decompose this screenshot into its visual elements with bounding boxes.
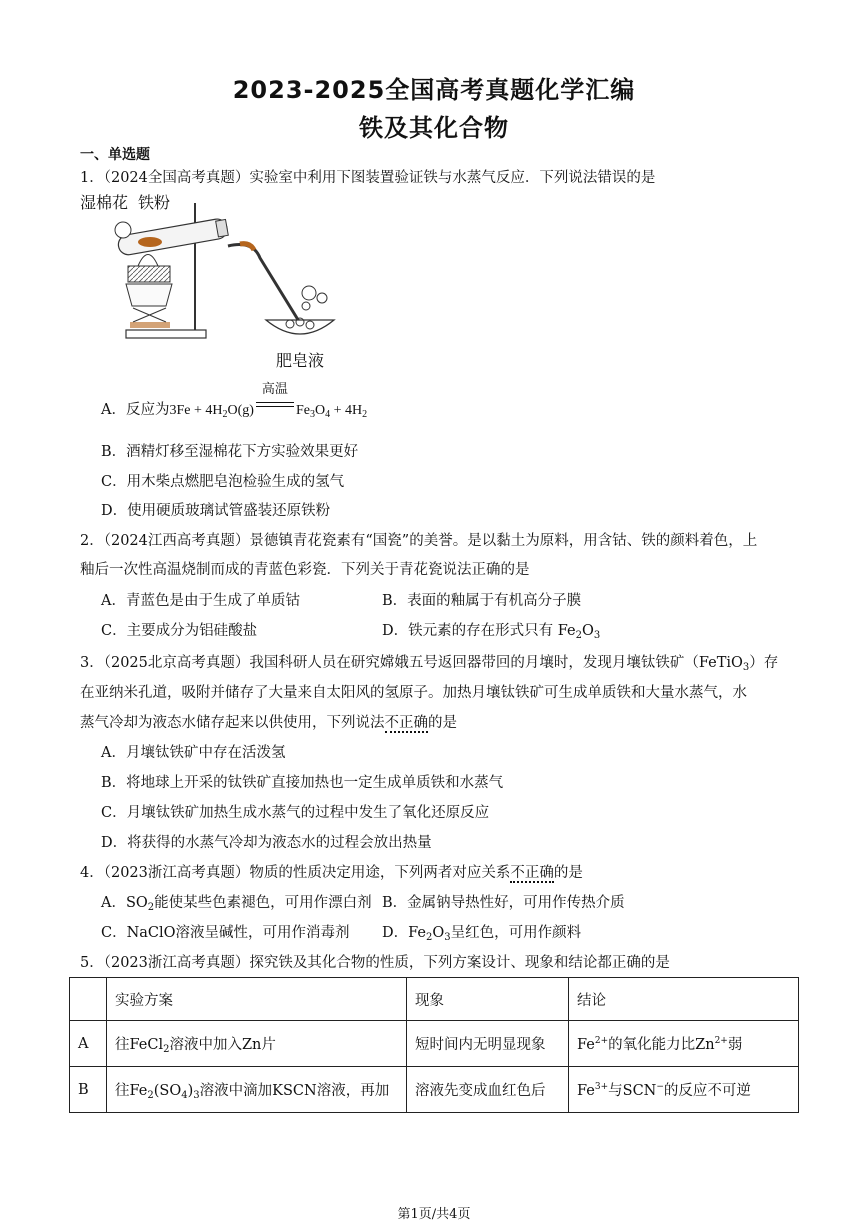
q1-option-a[interactable]: A．反应为$3Fe + 4H_2O(g)$ 高温 $Fe_3O_4 + 4H_2$: [101, 381, 368, 420]
delivery-tube: [228, 245, 300, 324]
header-cell: 实验方案: [107, 978, 407, 1021]
label-wet-cotton: 湿棉花: [80, 193, 129, 212]
q3-stem-line2: 在亚纳米孔道，吸附并储存了大量来自太阳风的氢原子。加热月壤钛铁矿可生成单质铁和大量水蒸气，水: [80, 685, 747, 701]
evaporating-dish: [266, 320, 334, 334]
table-row: [70, 1067, 799, 1113]
q4-option-a[interactable]: A．$SO_2$能使某些色素褪色，可用作漂白剂: [101, 895, 372, 913]
phenomenon-cell: 短时间内无明显现象: [407, 1021, 569, 1067]
conclusion-cell: $Fe^{2+}$的氧化能力比$Zn^{2+}$弱: [569, 1021, 799, 1067]
page-title: 2023-2025全国高考真题化学汇编: [232, 76, 636, 104]
lab-jack: [133, 308, 166, 322]
q2-option-b[interactable]: B．表面的釉属于有机高分子膜: [382, 593, 582, 609]
table-header-row: [70, 978, 799, 1021]
q4-stem: 4．（2023浙江高考真题）物质的性质决定用途，下列两者对应关系不正确的是: [80, 865, 583, 881]
q3-option-b[interactable]: B．将地球上开采的钛铁矿直接加热也一定生成单质铁和水蒸气: [101, 775, 504, 791]
q5-stem: 5．（2023浙江高考真题）探究铁及其化合物的性质，下列方案设计、现象和结论都正确的是: [80, 955, 670, 971]
glass-tube: [117, 217, 229, 256]
q4-option-c[interactable]: C．NaClO溶液呈碱性，可用作消毒剂: [101, 925, 350, 941]
label-soap-solution: 肥皂液: [276, 351, 325, 370]
phenomenon-cell: 溶液先变成血红色后: [407, 1067, 569, 1113]
row-label: B: [70, 1067, 107, 1113]
header-cell: 现象: [407, 978, 569, 1021]
q4-option-d[interactable]: D．$Fe_2O_3$呈红色，可用作颜料: [382, 925, 582, 943]
plan-cell: 往$Fe_2(SO_4)_3$溶液中滴加KSCN溶液，再加: [107, 1067, 407, 1113]
q1-option-b[interactable]: B．酒精灯移至湿棉花下方实验效果更好: [101, 444, 359, 460]
q5-table: [69, 977, 799, 1113]
conclusion-cell: $Fe^{3+}$与SCN−的反应不可逆: [569, 1067, 799, 1113]
flame: [138, 255, 158, 267]
q2-option-d[interactable]: D．铁元素的存在形式只有 $Fe_2O_3$: [382, 623, 601, 641]
q1-option-d[interactable]: D．使用硬质玻璃试管盛装还原铁粉: [101, 503, 331, 519]
row-label: A: [70, 1021, 107, 1067]
page-subtitle: 铁及其化合物: [359, 114, 509, 142]
table-row: [70, 1021, 799, 1067]
soap-bubble: [302, 286, 316, 300]
section-label: 一、单选题: [80, 147, 150, 163]
q4-option-b[interactable]: B．金属钠导热性好，可用作传热介质: [382, 895, 625, 911]
header-cell: 结论: [569, 978, 799, 1021]
q3-option-a[interactable]: A．月壤钛铁矿中存在活泼氢: [101, 745, 286, 761]
iron-powder-heap: [138, 237, 162, 247]
page-footer: 第1页/共4页: [397, 1207, 471, 1222]
q3-stem-line1: 3．（2025北京高考真题）我国科研人员在研究嫦娥五号返回器带回的月壤时，发现月壤钛铁矿（FeTiO$_3$）存: [80, 655, 779, 673]
q2-option-a[interactable]: A．青蓝色是由于生成了单质钴: [101, 593, 300, 609]
jack-pad: [130, 322, 170, 328]
stand-base: [126, 330, 206, 338]
q3-option-d[interactable]: D．将获得的水蒸气冷却为液态水的过程会放出热量: [101, 835, 432, 851]
soap-bubble: [302, 302, 310, 310]
alcohol-lamp: [126, 284, 172, 306]
plan-cell: 往FeCl$_2$溶液中加入Zn片: [107, 1021, 407, 1067]
q2-stem-line2: 釉后一次性高温烧制而成的青蓝色彩瓷．下列关于青花瓷说法正确的是: [80, 562, 530, 578]
cotton-plug: [115, 222, 131, 238]
iron-steam-apparatus-figure: [78, 188, 358, 373]
header-cell: [70, 978, 107, 1021]
label-iron-powder: 铁粉: [138, 193, 171, 212]
q2-stem-line1: 2．（2024江西高考真题）景德镇青花瓷素有“国瓷”的美誉。是以黏土为原料，用含钴、铁的颜料着色，上: [80, 533, 758, 549]
q1-stem: 1．（2024全国高考真题）实验室中利用下图装置验证铁与水蒸气反应．下列说法错误的是: [80, 170, 656, 186]
q1-option-c[interactable]: C．用木柴点燃肥皂泡检验生成的氢气: [101, 474, 345, 490]
soap-bubble: [317, 293, 327, 303]
q2-option-c[interactable]: C．主要成分为铝硅酸盐: [101, 623, 258, 639]
q3-stem-line3: 蒸气冷却为液态水储存起来以供使用，下列说法不正确的是: [80, 715, 457, 731]
q3-option-c[interactable]: C．月壤钛铁矿加热生成水蒸气的过程中发生了氧化还原反应: [101, 805, 490, 821]
reaction-condition: 高温: [254, 396, 296, 416]
wire-gauze: [128, 266, 170, 282]
